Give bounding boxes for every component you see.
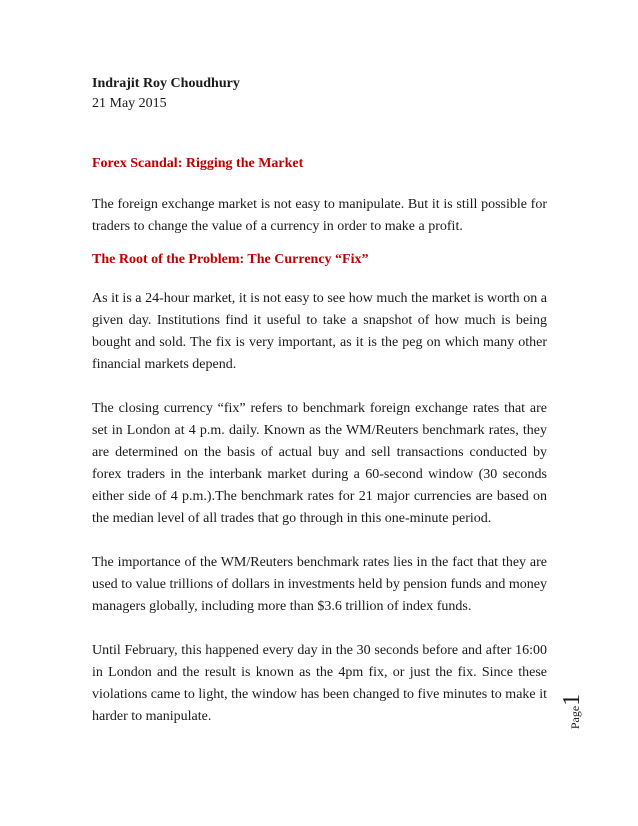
spacer bbox=[92, 618, 547, 640]
spacer bbox=[92, 238, 547, 250]
section-heading: The Root of the Problem: The Currency “Fix” bbox=[92, 252, 369, 267]
page-label: Page bbox=[568, 705, 583, 730]
page-number-value: 1 bbox=[559, 693, 586, 706]
article-title: Forex Scandal: Rigging the Market bbox=[92, 156, 304, 171]
document-date: 21 May 2015 bbox=[92, 96, 167, 111]
intro-paragraph: The foreign exchange market is not easy to manipulate. But it is still possible for traders to change the value of a currency in order to make a profit. bbox=[92, 197, 547, 234]
spacer bbox=[92, 376, 547, 398]
body-paragraph: As it is a 24-hour market, it is not easy to see how much the market is worth on a given day. Institutions find it useful to take a snapshot of how much is being bought and sold. The fix is very important, as it is the peg on which many other financial markets depend. bbox=[92, 291, 547, 372]
document-page bbox=[92, 74, 547, 728]
body-paragraph: The closing currency “fix” refers to benchmark foreign exchange rates that are set in London at 4 p.m. daily. Known as the WM/Reuters benchmark rates, they are determined on the basis of actual buy and sell transactions conducted by forex traders in the interbank market during a 60-second window (30 seconds either side of 4 p.m.).The benchmark rates for 21 major currencies are based on the median level of all trades that go through in this one-minute period. bbox=[92, 401, 547, 526]
spacer bbox=[92, 114, 547, 154]
spacer bbox=[92, 270, 547, 288]
spacer bbox=[92, 530, 547, 552]
body-paragraph: Until February, this happened every day in the 30 seconds before and after 16:00 in London and the result is known as the 4pm fix, or just the fix. Since these violations came to light, the window has been changed to five minutes to make it harder to manipulate. bbox=[92, 643, 547, 724]
page-number-rotated bbox=[559, 693, 586, 730]
author-name: Indrajit Roy Choudhury bbox=[92, 76, 240, 91]
page-number bbox=[559, 676, 602, 746]
body-paragraph: The importance of the WM/Reuters benchmark rates lies in the fact that they are used to value trillions of dollars in investments held by pension funds and money managers globally, including more than $3.6 trillion of index funds. bbox=[92, 555, 547, 614]
spacer bbox=[92, 174, 547, 194]
